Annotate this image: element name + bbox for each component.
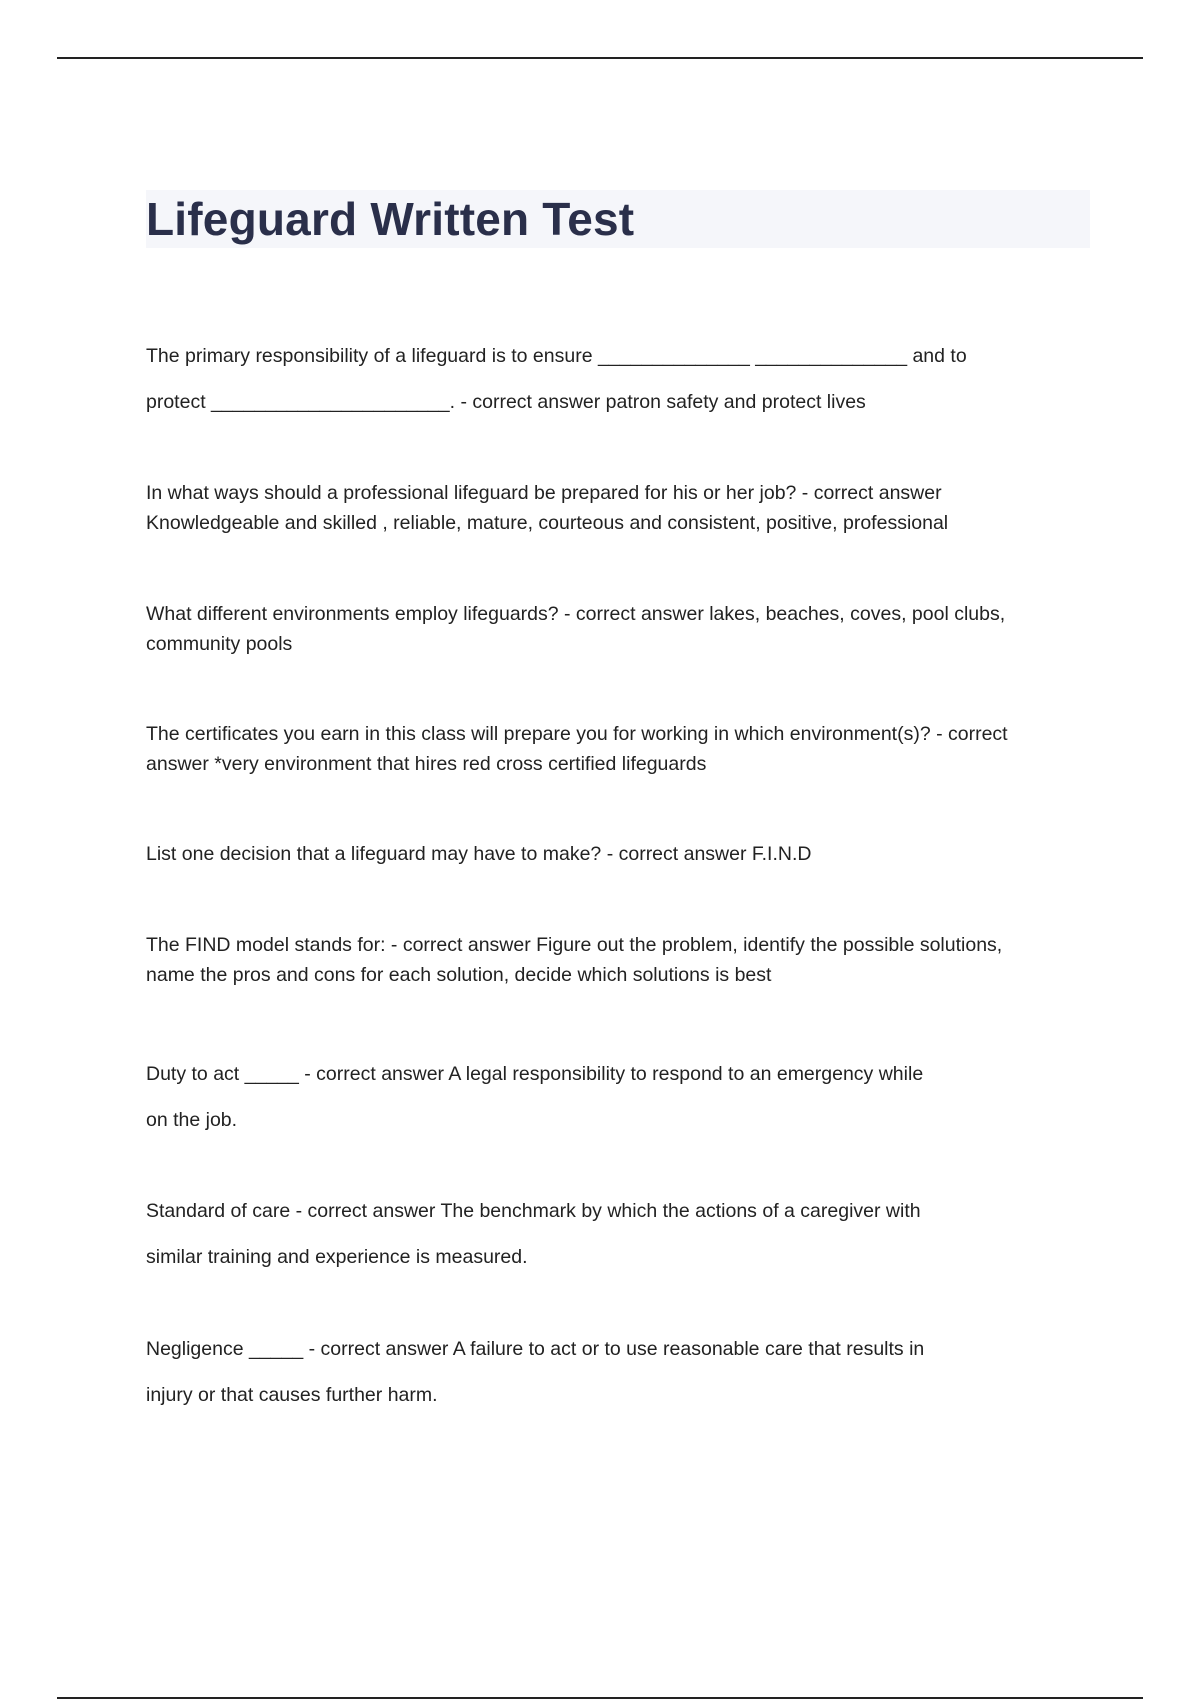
header-rule <box>57 57 1143 59</box>
qa-line: Duty to act _____ - correct answer A legal responsibility to respond to an emergency while <box>146 1063 924 1085</box>
qa-item <box>146 333 1090 425</box>
qa-line: injury or that causes further harm. <box>146 1384 438 1406</box>
qa-line: answer *very environment that hires red cross certified lifeguards <box>146 753 707 775</box>
qa-item <box>146 478 1090 538</box>
qa-line: Negligence _____ - correct answer A failure to act or to use reasonable care that results in <box>146 1338 925 1360</box>
qa-line: Standard of care - correct answer The benchmark by which the actions of a caregiver with <box>146 1200 921 1222</box>
qa-line: protect ______________________. - correct answer patron safety and protect lives <box>146 391 866 413</box>
qa-item <box>146 599 1090 659</box>
qa-item <box>146 1051 1090 1143</box>
qa-item <box>146 719 1090 779</box>
qa-item <box>146 930 1090 990</box>
qa-line: The certificates you earn in this class will prepare you for working in which environment(s)? - correct <box>146 723 1008 745</box>
document-title: Lifeguard Written Test <box>146 193 635 245</box>
qa-line: List one decision that a lifeguard may have to make? - correct answer F.I.N.D <box>146 843 812 865</box>
qa-item <box>146 839 1090 869</box>
qa-item <box>146 1188 1090 1280</box>
qa-line: on the job. <box>146 1109 238 1131</box>
footer-rule <box>57 1697 1143 1699</box>
qa-line: The primary responsibility of a lifeguard is to ensure ______________ ______________ and to <box>146 345 967 367</box>
qa-line: community pools <box>146 633 293 655</box>
document-body <box>146 190 1090 1418</box>
qa-item <box>146 1326 1090 1418</box>
qa-line: Knowledgeable and skilled , reliable, mature, courteous and consistent, positive, professional <box>146 512 949 534</box>
qa-line: The FIND model stands for: - correct answer Figure out the problem, identify the possible solutions, <box>146 934 1003 956</box>
qa-line: similar training and experience is measured. <box>146 1246 528 1268</box>
qa-line: name the pros and cons for each solution, decide which solutions is best <box>146 964 772 986</box>
qa-line: In what ways should a professional lifeguard be prepared for his or her job? - correct answer <box>146 482 942 504</box>
qa-list <box>146 333 1090 1418</box>
title-band <box>146 190 1090 248</box>
qa-line: What different environments employ lifeguards? - correct answer lakes, beaches, coves, pool clubs, <box>146 603 1006 625</box>
